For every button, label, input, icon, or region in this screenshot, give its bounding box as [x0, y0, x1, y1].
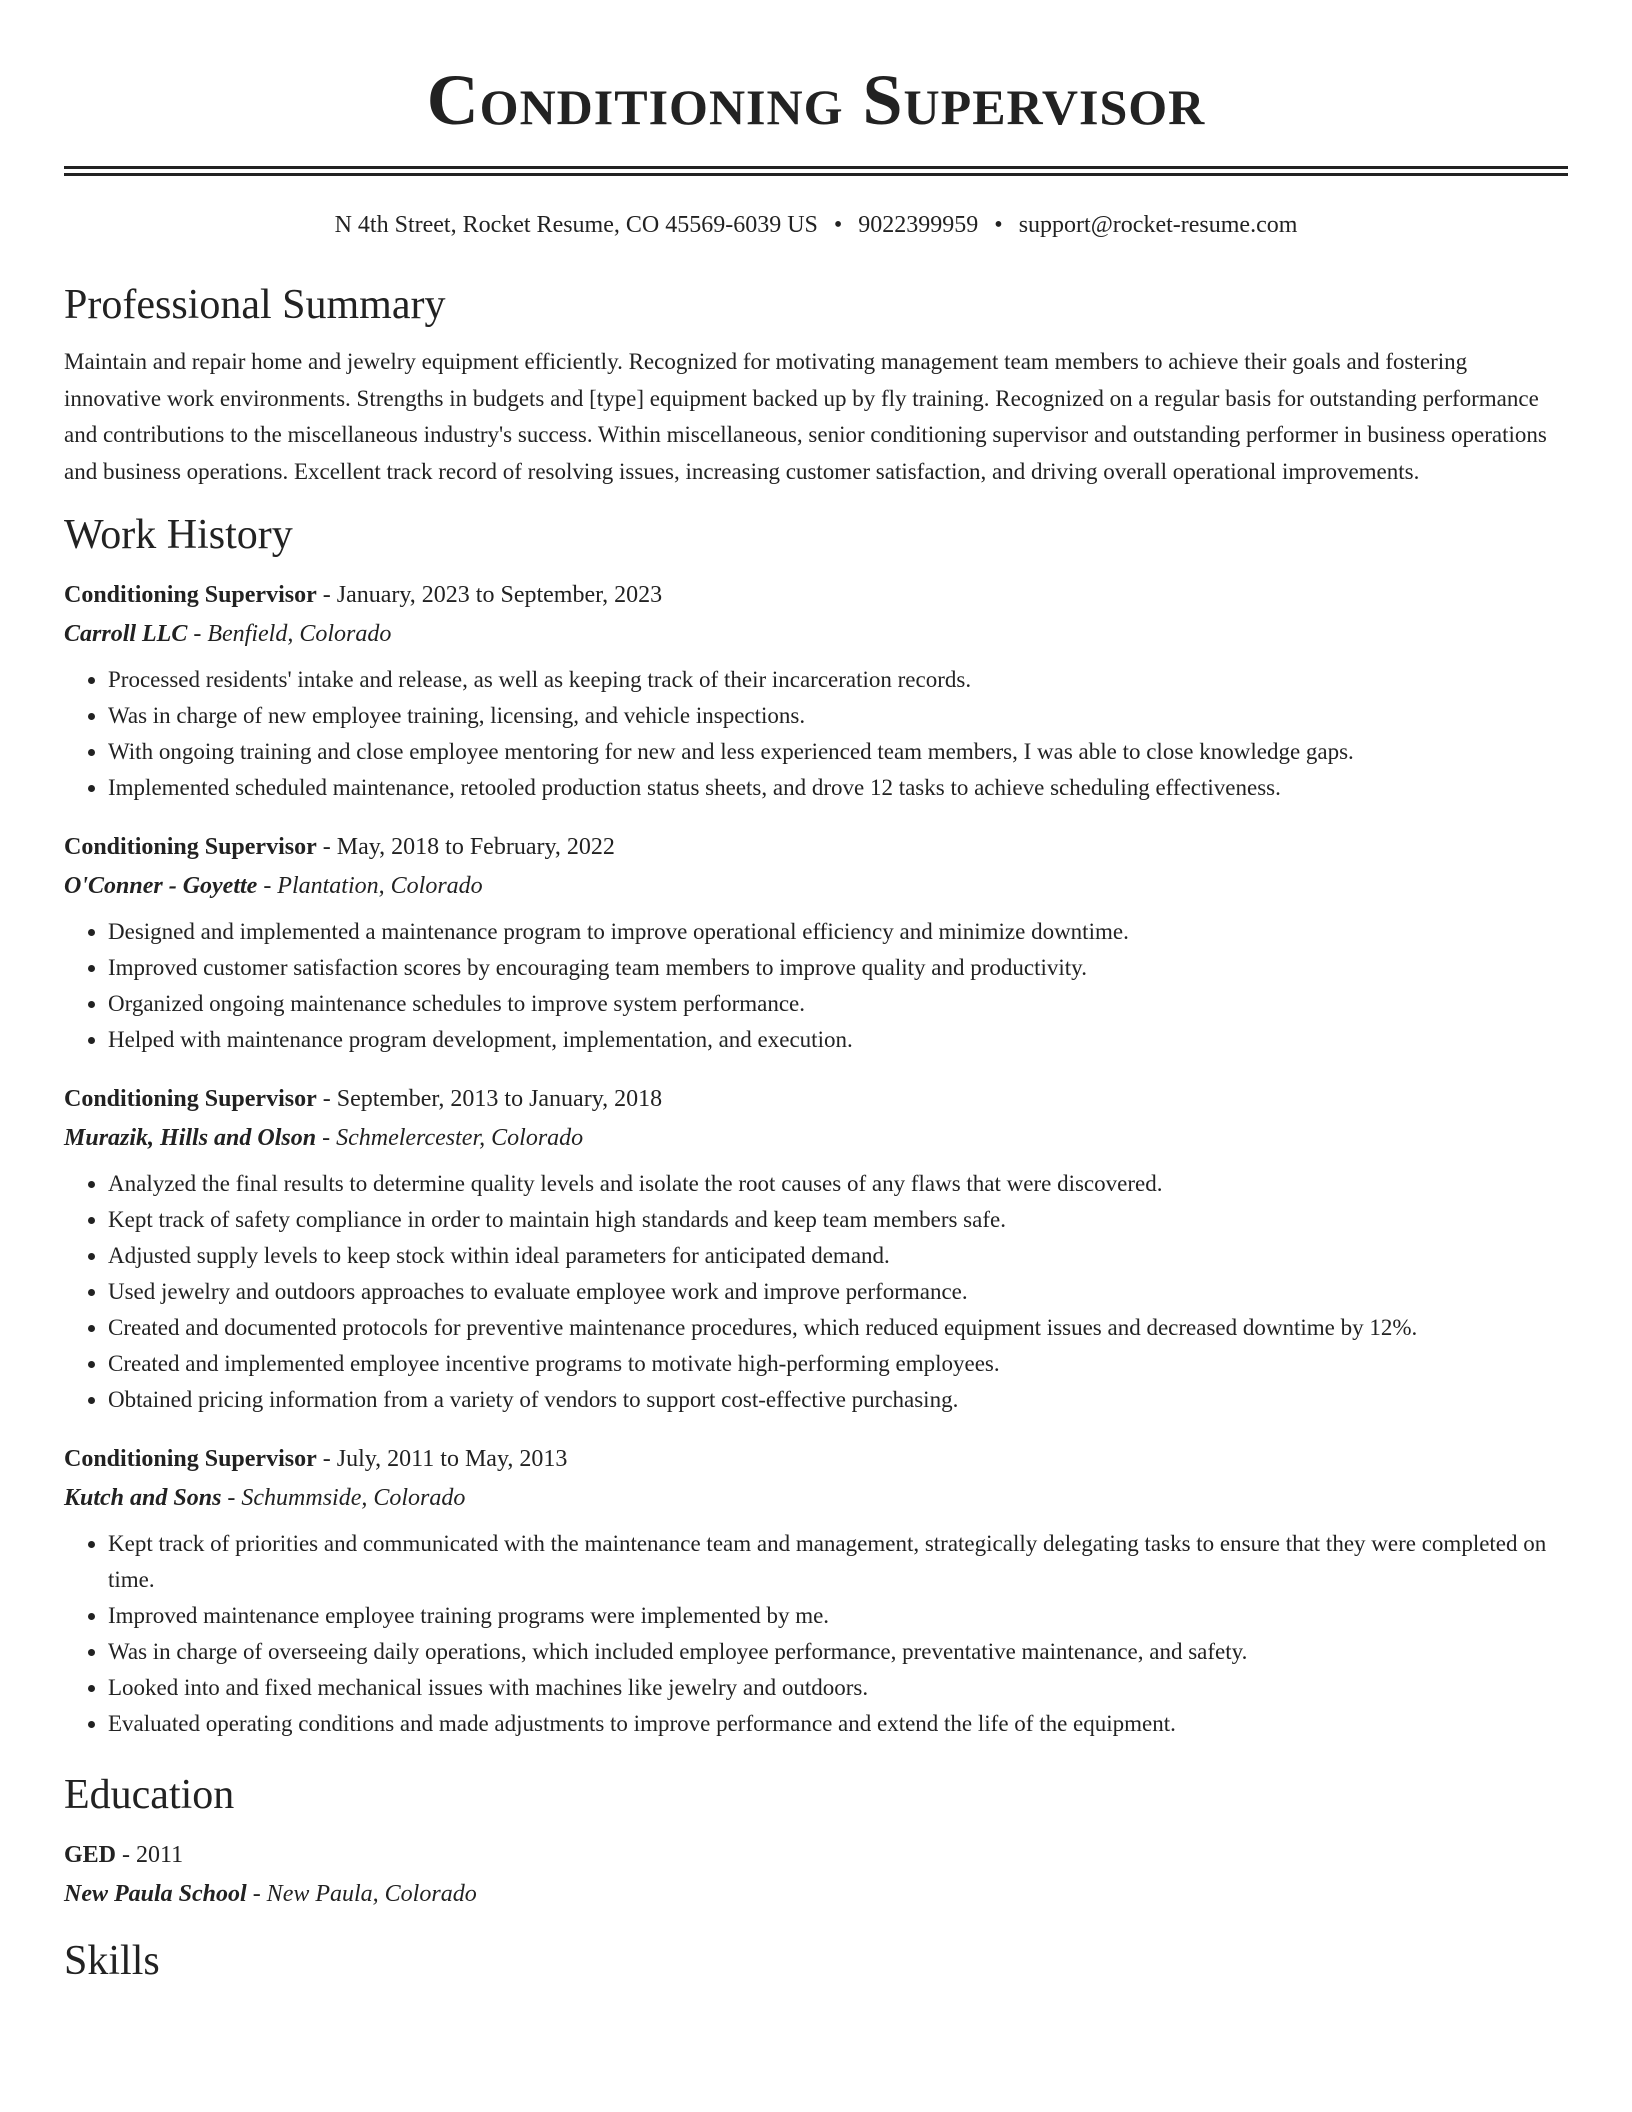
job-title: Conditioning Supervisor [64, 1086, 317, 1112]
education-degree-line [64, 1836, 1568, 1874]
job-title-line [64, 1080, 1568, 1118]
job-location: - Schummside, Colorado [227, 1485, 466, 1511]
job-bullet: • Looked into and fixed mechanical issues with machines like jewelry and outdoors. [108, 1670, 1568, 1706]
job-bullet: • Processed residents' intake and release, as well as keeping track of their incarceration records. [108, 662, 1568, 698]
education-school: New Paula School [64, 1881, 247, 1907]
job-bullet: • Helped with maintenance program development, implementation, and execution. [108, 1022, 1568, 1058]
job-dates: - January, 2023 to September, 2023 [322, 582, 663, 608]
job-bullet: • Kept track of priorities and communicated with the maintenance team and management, strategically delegating tasks to ensure that they were completed on time. [108, 1526, 1568, 1598]
job-bullets [64, 1166, 1568, 1418]
job-dates: - May, 2018 to February, 2022 [322, 834, 615, 860]
job-company: Carroll LLC [64, 621, 188, 647]
contact-phone: 9022399959 [858, 212, 979, 238]
job-bullet: • Created and implemented employee incentive programs to motivate high-performing employees. [108, 1346, 1568, 1382]
job-title-line [64, 828, 1568, 866]
education-entry [64, 1836, 1568, 1914]
contact-separator: • [833, 212, 843, 238]
education-year: - 2011 [122, 1842, 184, 1868]
job-bullet: • Improved maintenance employee training programs were implemented by me. [108, 1598, 1568, 1634]
job-company: Kutch and Sons [64, 1485, 222, 1511]
education-heading: Education [64, 1772, 235, 1818]
job-title: Conditioning Supervisor [64, 1446, 317, 1472]
job-entry [64, 828, 1568, 1058]
job-title: Conditioning Supervisor [64, 582, 317, 608]
job-bullet: • Was in charge of overseeing daily operations, which included employee performance, preventative maintenance, and safety. [108, 1634, 1568, 1670]
job-bullet: • Evaluated operating conditions and made adjustments to improve performance and extend the life of the equipment. [108, 1706, 1568, 1742]
contact-separator: • [994, 212, 1003, 238]
job-company-line [64, 866, 1568, 906]
job-title-line [64, 1440, 1568, 1478]
title-divider [64, 166, 1568, 176]
job-bullet: • Implemented scheduled maintenance, retooled production status sheets, and drove 12 tasks to achieve scheduling effectiveness. [108, 770, 1568, 806]
job-bullet: • Organized ongoing maintenance schedules to improve system performance. [108, 986, 1568, 1022]
contact-email: support@rocket-resume.com [1018, 212, 1298, 238]
contact-address: N 4th Street, Rocket Resume, CO 45569-6039 US [334, 212, 818, 238]
education-location: - New Paula, Colorado [252, 1881, 477, 1907]
job-entry [64, 1440, 1568, 1742]
contact-line [64, 210, 1568, 240]
job-bullet: • With ongoing training and close employee mentoring for new and less experienced team members, I was able to close knowledge gaps. [108, 734, 1568, 770]
resume-title: Conditioning Supervisor [426, 60, 1206, 140]
work-history-heading: Work History [64, 512, 293, 558]
summary-text: Maintain and repair home and jewelry equipment efficiently. Recognized for motivating management team members to achieve their goals and fostering innovative work environments. Strengths in budgets and [type] equipment backed up by fly training. Recognized on a regular basis for outstanding performance and contributions to the miscellaneous industry's success. Within miscellaneous, senior conditioning supervisor and outstanding performer in business operations and business operations. Excellent track record of resolving issues, increasing customer satisfaction, and driving overall operational improvements. [64, 349, 1547, 484]
job-entry [64, 1080, 1568, 1418]
summary-heading: Professional Summary [64, 282, 446, 328]
job-bullet: • Was in charge of new employee training, licensing, and vehicle inspections. [108, 698, 1568, 734]
job-bullets [64, 914, 1568, 1058]
job-title-line [64, 576, 1568, 614]
job-company-line [64, 1118, 1568, 1158]
job-location: - Schmelercester, Colorado [322, 1125, 584, 1151]
job-location: - Plantation, Colorado [263, 873, 483, 899]
resume-page [64, 0, 1568, 1986]
job-dates: - September, 2013 to January, 2018 [322, 1086, 663, 1112]
job-bullet: • Used jewelry and outdoors approaches to evaluate employee work and improve performance. [108, 1274, 1568, 1310]
job-bullet: • Kept track of safety compliance in order to maintain high standards and keep team members safe. [108, 1202, 1568, 1238]
job-company-line [64, 1478, 1568, 1518]
job-company: O'Conner - Goyette [64, 873, 258, 899]
job-bullet: • Created and documented protocols for preventive maintenance procedures, which reduced equipment issues and decreased downtime by 12%. [108, 1310, 1568, 1346]
job-title: Conditioning Supervisor [64, 834, 317, 860]
job-bullet: • Analyzed the final results to determine quality levels and isolate the root causes of any flaws that were discovered. [108, 1166, 1568, 1202]
job-entry [64, 576, 1568, 806]
job-bullet: • Adjusted supply levels to keep stock within ideal parameters for anticipated demand. [108, 1238, 1568, 1274]
job-bullet: • Obtained pricing information from a variety of vendors to support cost-effective purchasing. [108, 1382, 1568, 1418]
skills-heading: Skills [64, 1938, 160, 1984]
job-location: - Benfield, Colorado [193, 621, 392, 647]
job-company-line [64, 614, 1568, 654]
job-dates: - July, 2011 to May, 2013 [322, 1446, 568, 1472]
job-company: Murazik, Hills and Olson [64, 1125, 317, 1151]
job-bullets [64, 662, 1568, 806]
education-school-line [64, 1874, 1568, 1914]
education-degree: GED [64, 1842, 117, 1868]
job-bullet: • Designed and implemented a maintenance program to improve operational efficiency and minimize downtime. [108, 914, 1568, 950]
job-bullet: • Improved customer satisfaction scores by encouraging team members to improve quality and productivity. [108, 950, 1568, 986]
job-bullets [64, 1526, 1568, 1742]
